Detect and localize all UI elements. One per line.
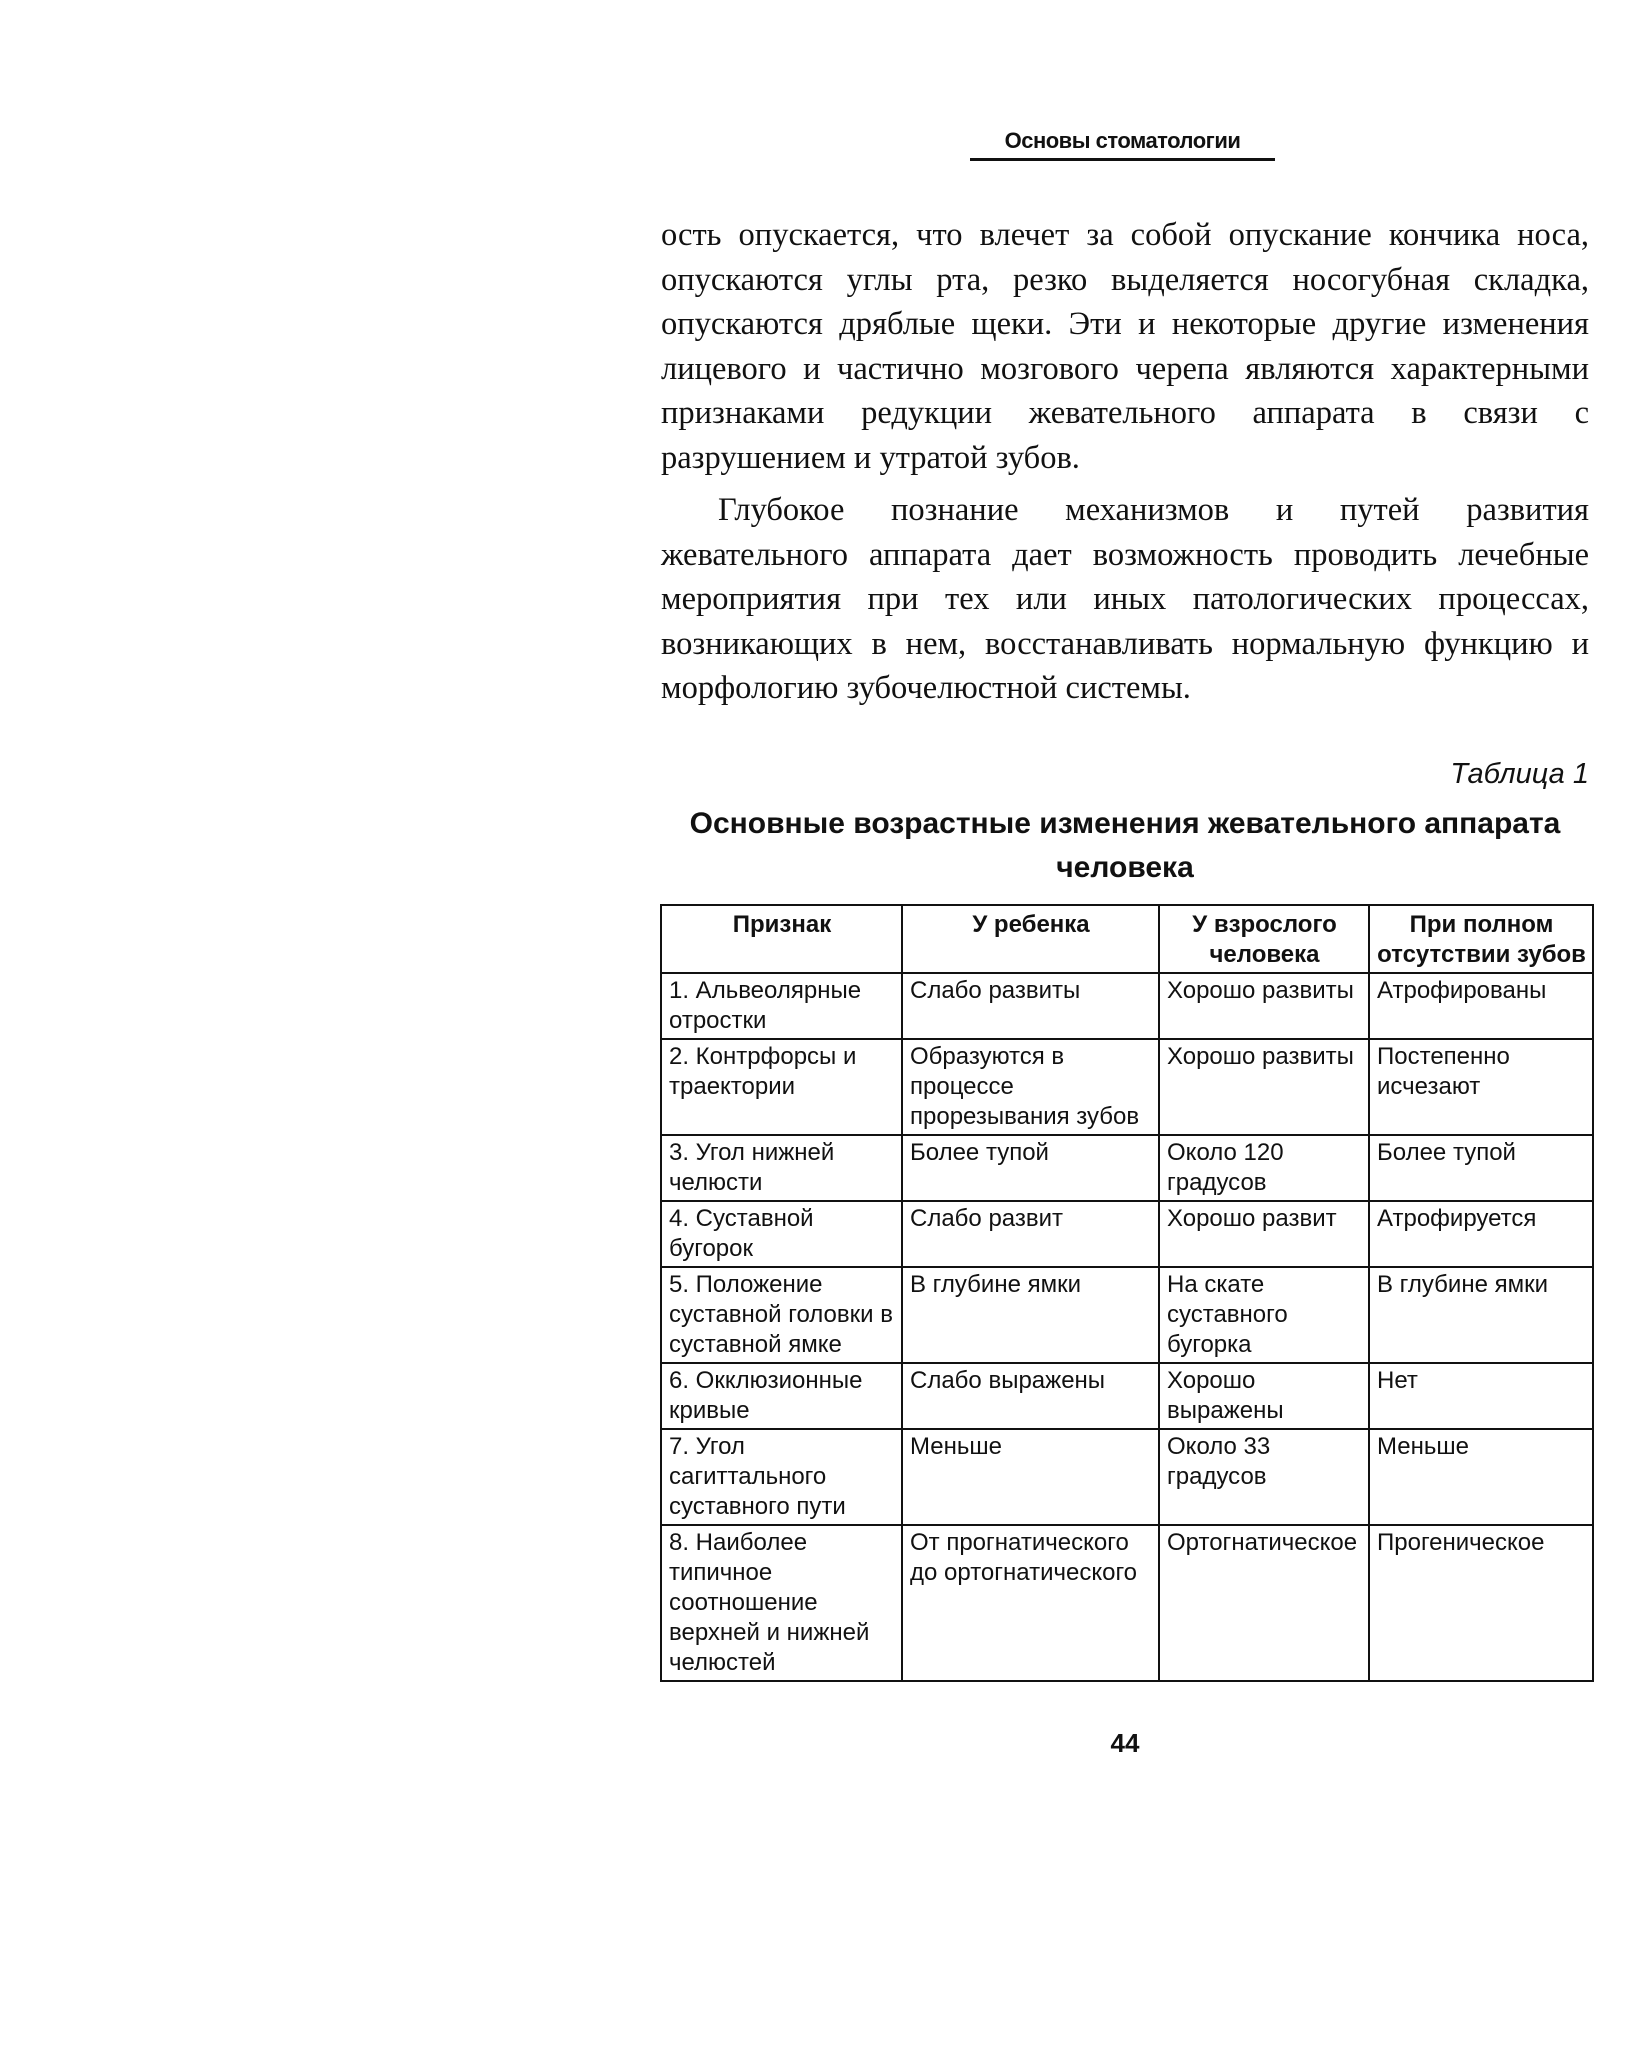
table-cell: 4. Суставной бугорок (661, 1201, 902, 1267)
column-header: При полном отсутствии зубов (1369, 905, 1593, 973)
table-row (661, 1201, 1593, 1267)
table-cell: Более тупой (1369, 1135, 1593, 1201)
column-header: Признак (661, 905, 902, 973)
table-cell: Нет (1369, 1363, 1593, 1429)
table-row (661, 1135, 1593, 1201)
running-head: Основы стоматологии (970, 128, 1275, 161)
column-header: У взрослого человека (1159, 905, 1369, 973)
table-row (661, 1363, 1593, 1429)
table-cell: 7. Угол сагиттального суставного пути (661, 1429, 902, 1525)
table-cell: От прогнатического до ортогнатического (902, 1525, 1159, 1681)
table-cell: В глубине ямки (902, 1267, 1159, 1363)
table-cell: Ортогнатическое (1159, 1525, 1369, 1681)
table-cell: 3. Угол нижней челюсти (661, 1135, 902, 1201)
age-changes-table (660, 904, 1594, 1682)
table-row (661, 1525, 1593, 1681)
page-number: 44 (1110, 1728, 1140, 1758)
table-cell: Около 33 градусов (1159, 1429, 1369, 1525)
table-cell: Слабо выражены (902, 1363, 1159, 1429)
table-cell: Слабо развиты (902, 973, 1159, 1039)
table-cell: 8. Наиболее типичное соотношение верхней и нижней челюстей (661, 1525, 902, 1681)
table-cell: 1. Альвеолярные отростки (661, 973, 902, 1039)
table-cell: Слабо развит (902, 1201, 1159, 1267)
table-cell: В глубине ямки (1369, 1267, 1593, 1363)
column-header: У ребенка (902, 905, 1159, 973)
table-cell: 6. Окклюзионные кривые (661, 1363, 902, 1429)
table-cell: 2. Контрфорсы и траектории (661, 1039, 902, 1135)
table-cell: Атрофируется (1369, 1201, 1593, 1267)
table-cell: Образуются в процессе прорезывания зубов (902, 1039, 1159, 1135)
table-header-row (661, 905, 1593, 973)
table-cell: Хорошо развиты (1159, 1039, 1369, 1135)
table-row (661, 1039, 1593, 1135)
table-cell: Хорошо развиты (1159, 973, 1369, 1039)
table-cell: Атрофированы (1369, 973, 1593, 1039)
table-cell: Около 120 градусов (1159, 1135, 1369, 1201)
table-cell: На скате суставного бугорка (1159, 1267, 1369, 1363)
table-label: Таблица 1 (1450, 758, 1589, 790)
table-cell: 5. Положение суставной головки в суставной ямке (661, 1267, 902, 1363)
paragraph: Глубокое познание механизмов и путей развития жевательного аппарата дает возможность проводить лечебные мероприятия при тех или иных патологических процессах, возникающих в нем, восстанавливать нормальную функцию и морфологию зубочелюстной системы. (661, 492, 1589, 706)
table-cell: Меньше (1369, 1429, 1593, 1525)
paragraph: ость опускается, что влечет за собой опускание кончика носа, опускаются углы рта, резко выделяется носогубная складка, опускаются дряблые щеки. Эти и некоторые другие изменения лицевого и частично мозгового черепа являются характерными признаками редукции жевательного аппарата в связи с разрушением и утратой зубов. (661, 217, 1589, 476)
table-cell: Более тупой (902, 1135, 1159, 1201)
table-title: Основные возрастные изменения жевательного аппарата человека (689, 807, 1561, 884)
table-row (661, 1267, 1593, 1363)
table-row (661, 1429, 1593, 1525)
table-cell: Хорошо развит (1159, 1201, 1369, 1267)
table-row (661, 973, 1593, 1039)
table-cell: Прогеническое (1369, 1525, 1593, 1681)
table-cell: Меньше (902, 1429, 1159, 1525)
body-text (661, 213, 1589, 719)
table-cell: Хорошо выражены (1159, 1363, 1369, 1429)
table-cell: Постепенно исчезают (1369, 1039, 1593, 1135)
